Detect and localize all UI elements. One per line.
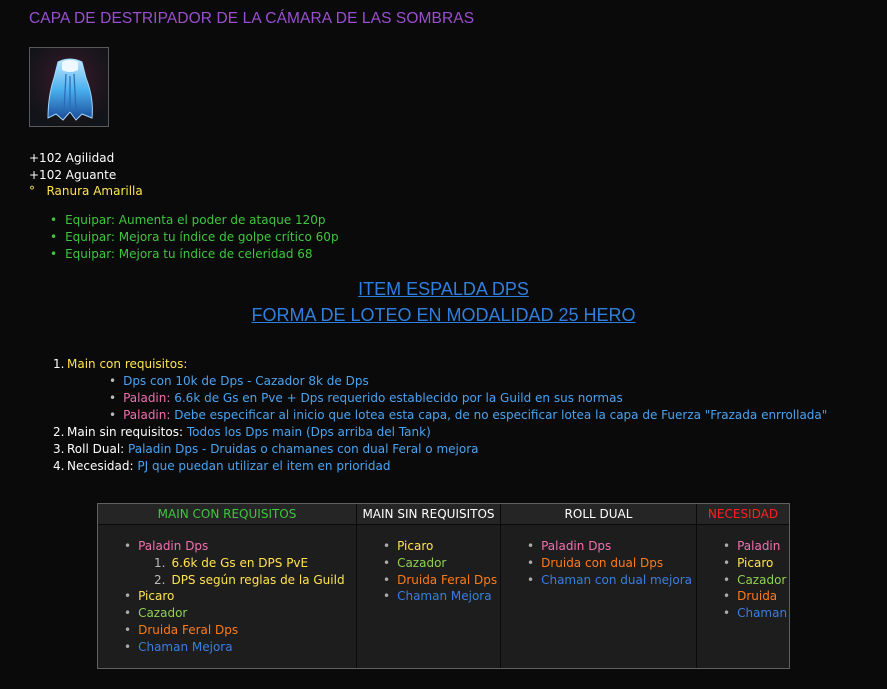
list-item: • Paladin Dps (527, 539, 612, 553)
headline-item-slot[interactable] (0, 279, 887, 300)
column-main-con-requisitos (98, 504, 357, 668)
column-list (124, 538, 345, 656)
list-item: • Chaman con dual mejora (527, 572, 692, 587)
rule-sublist (67, 373, 827, 424)
rule-text: Paladin Dps - Druidas o chamanes con dual Feral o mejora (124, 442, 479, 456)
paladin-requirements (124, 555, 345, 589)
rule-item (53, 356, 827, 424)
equip-effects-list (52, 212, 339, 263)
list-item: • Cazador (124, 606, 188, 621)
list-item: • Druida Feral Dps (124, 622, 239, 637)
rule-number: 3. (53, 442, 65, 456)
column-main-sin-requisitos (357, 504, 501, 668)
column-roll-dual (501, 504, 697, 668)
rule-label: Roll Dual: (67, 442, 125, 456)
rule-number: 2. (53, 425, 65, 439)
column-header: MAIN CON REQUISITOS (98, 504, 356, 525)
column-list (527, 538, 692, 588)
equip-effect: • Equipar: Mejora tu índice de celeridad 68 (52, 246, 339, 263)
rule-item (53, 458, 827, 475)
list-item: • Picaro (383, 539, 434, 553)
column-necesidad (697, 504, 789, 668)
rule-item (53, 441, 827, 458)
list-item: • Druida Feral Dps (383, 572, 498, 587)
headline-loot-mode[interactable] (0, 305, 887, 326)
stat-agility: +102 Agilidad (29, 151, 115, 165)
list-item: • Cazador (383, 555, 447, 570)
headline-loot-mode-link[interactable]: FORMA DE LOTEO EN MODALIDAD 25 HERO (251, 305, 636, 325)
list-item: • Paladin (723, 539, 781, 553)
rule-text: PJ que puedan utilizar el item en prioridad (133, 459, 391, 473)
list-item: • Chaman (723, 606, 788, 621)
rule-number: 4. (53, 459, 65, 473)
socket-line (29, 183, 143, 200)
headline-item-slot-link[interactable]: ITEM ESPALDA DPS (358, 279, 529, 299)
item-stats (29, 150, 143, 200)
list-item: • Chaman Mejora (383, 589, 492, 604)
rule-subitem: • Paladin: Debe especificar al inicio que lotea esta capa, de no especificar lotea la capa de Fuerza "Frazada enrrollada" (109, 407, 827, 424)
list-item: 1. 6.6k de Gs en DPS PvE (154, 555, 309, 570)
stat-stamina: +102 Aguante (29, 167, 117, 182)
rule-item (53, 424, 827, 441)
rule-text: Todos los Dps main (Dps arriba del Tank) (183, 425, 431, 439)
column-header: MAIN SIN REQUISITOS (357, 504, 500, 525)
rule-label: Main con requisitos: (67, 357, 188, 371)
loot-rules-list (53, 356, 827, 475)
list-item: • Picaro (124, 589, 175, 604)
loot-priority-table (97, 503, 790, 669)
rule-subitem: • Paladin: 6.6k de Gs en Pve + Dps requerido establecido por la Guild en sus normas (109, 390, 827, 407)
list-item: • Cazador (723, 572, 787, 587)
rule-number: 1. (53, 357, 65, 371)
column-list (723, 538, 787, 622)
equip-effect: • Equipar: Aumenta el poder de ataque 120p (52, 212, 339, 229)
item-title: CAPA DE DESTRIPADOR DE LA CÁMARA DE LAS SOMBRAS (29, 10, 475, 27)
blue-cloak-icon (29, 47, 109, 127)
column-header: ROLL DUAL (501, 504, 696, 525)
list-item: • Chaman Mejora (124, 639, 233, 654)
column-header: NECESIDAD (697, 504, 789, 525)
list-item: • Picaro (723, 555, 774, 570)
list-item: • Druida con dual Dps (527, 555, 664, 570)
column-list (383, 538, 497, 605)
equip-effect: • Equipar: Mejora tu índice de golpe crítico 60p (52, 229, 339, 246)
rule-label: Necesidad: (67, 459, 134, 473)
list-item: • Paladin Dps 1. 6.6k de Gs en DPS PvE 2. DPS según reglas de la Guild (124, 539, 345, 587)
rule-subitem: • Dps con 10k de Dps - Cazador 8k de Dps (109, 373, 827, 390)
socket-label: Ranura Amarilla (46, 184, 143, 198)
list-item: • Druida (723, 589, 778, 604)
socket-bullet: ° (29, 184, 35, 198)
rule-label: Main sin requisitos: (67, 425, 184, 439)
list-item: 2. DPS según reglas de la Guild (154, 572, 345, 587)
